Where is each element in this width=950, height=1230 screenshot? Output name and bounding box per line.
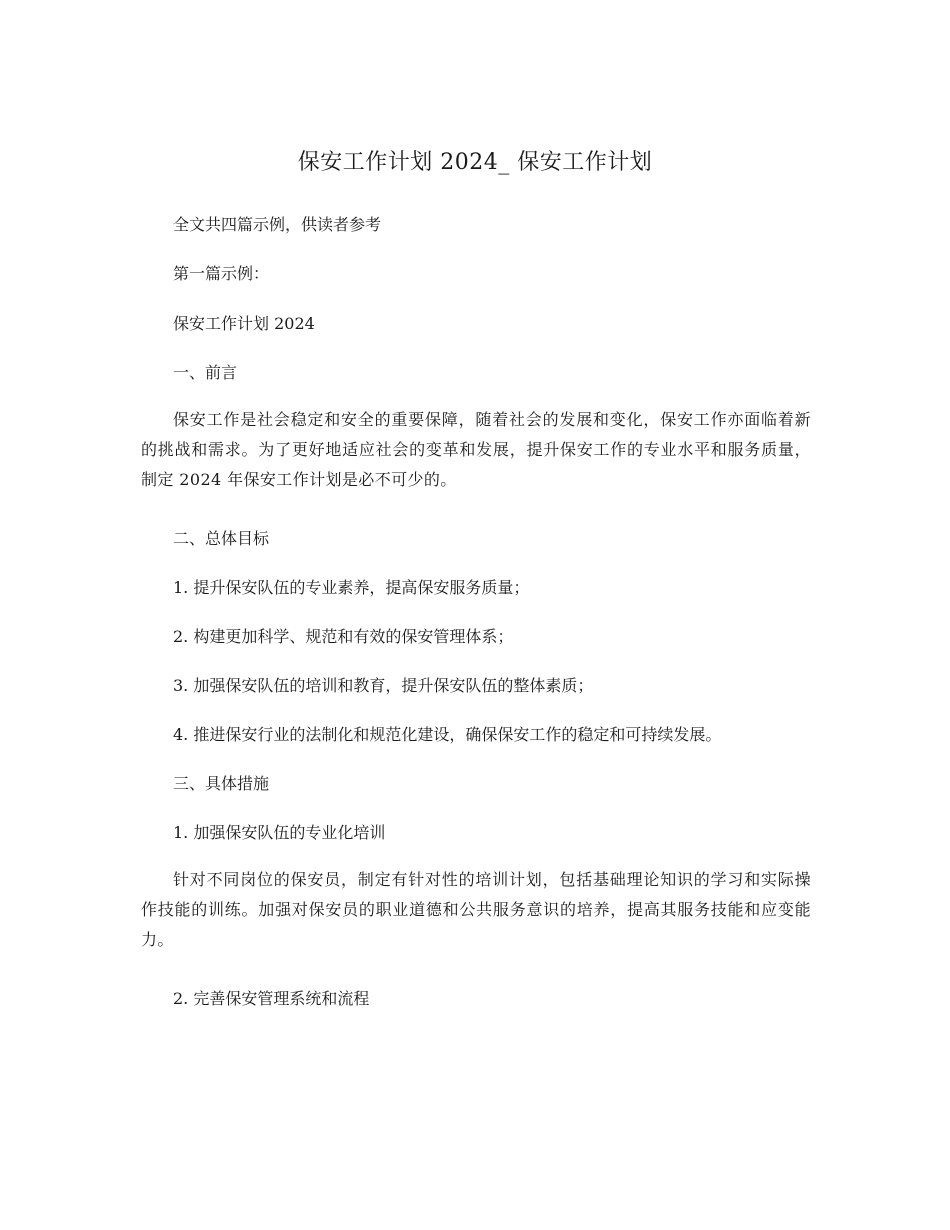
subtitle: 保安工作计划 2024	[173, 314, 315, 333]
preface-paragraph: 保安工作是社会稳定和安全的重要保障，随着社会的发展和变化，保安工作亦面临着新的挑战和需求。为了更好地适应社会的变革和发展，提升保安工作的专业水平和服务质量，制定 2024 年保安工作计划是必不可少的。	[141, 410, 811, 489]
measure-heading: 1. 加强保安队伍的专业化培训	[173, 823, 386, 842]
measure-paragraph: 针对不同岗位的保安员，制定有针对性的培训计划，包括基础理论知识的学习和实际操作技能的训练。加强对保安员的职业道德和公共服务意识的培养，提高其服务技能和应变能力。	[141, 870, 811, 949]
section-heading-preface: 一、前言	[173, 363, 238, 382]
intro-text: 全文共四篇示例，供读者参考	[173, 215, 382, 234]
goal-item: 2. 构建更加科学、规范和有效的保安管理体系；	[173, 627, 514, 646]
goal-item: 1. 提升保安队伍的专业素养，提高保安服务质量；	[173, 578, 530, 597]
example-label: 第一篇示例：	[173, 264, 270, 283]
section-heading-goals: 二、总体目标	[173, 529, 270, 548]
measure-heading: 2. 完善保安管理系统和流程	[173, 989, 370, 1008]
section-heading-measures: 三、具体措施	[173, 774, 270, 793]
document-title: 保安工作计划 2024_ 保安工作计划	[297, 150, 653, 175]
goal-item: 4. 推进保安行业的法制化和规范化建设，确保保安工作的稳定和可持续发展。	[173, 725, 722, 744]
goal-item: 3. 加强保安队伍的培训和教育，提升保安队伍的整体素质；	[173, 676, 594, 695]
